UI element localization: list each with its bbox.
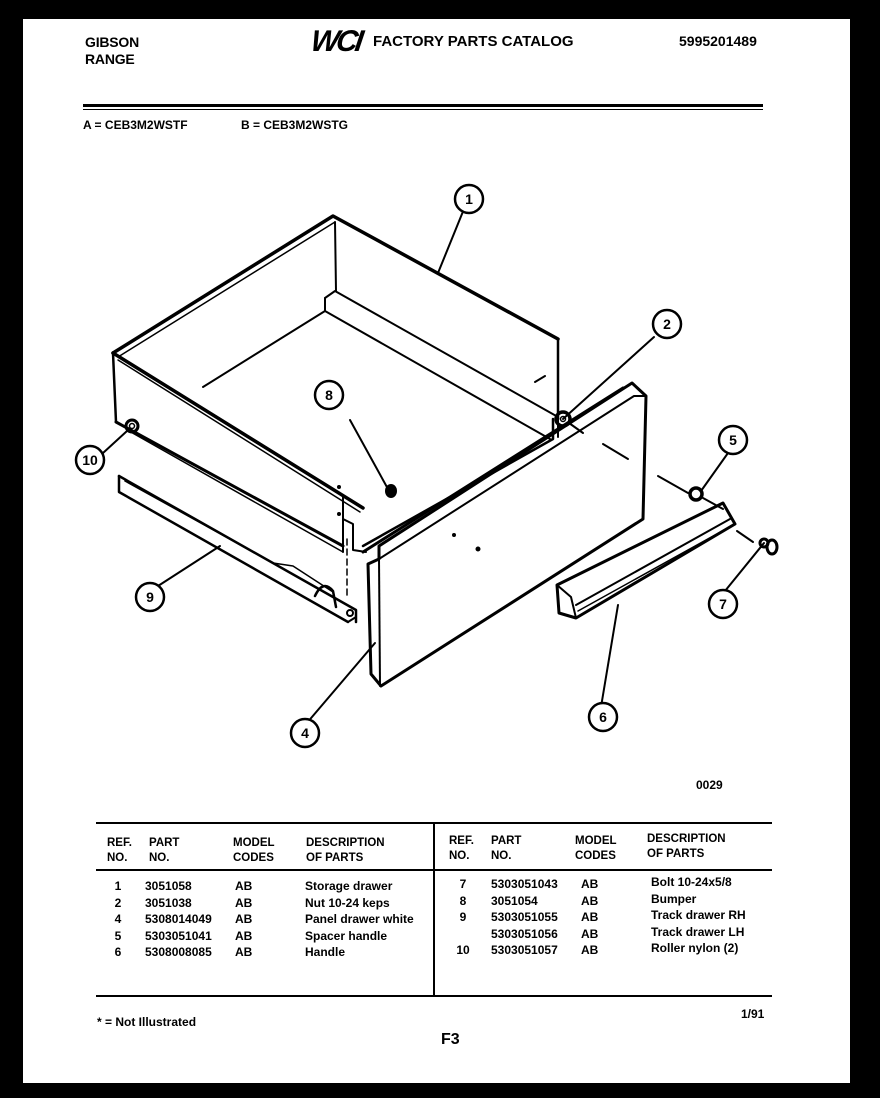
table-divider: [433, 822, 435, 995]
col-part-left: 3051058 3051038 5308014049 5303051041 5308008085: [145, 879, 212, 959]
col-description-left: Storage drawer Nut 10-24 keps Panel drawer white Spacer handle Handle: [305, 879, 414, 959]
col-part-right: 5303051043 3051054 5303051055 5303051056 5303051057: [491, 877, 558, 957]
brand-line-1: GIBSON: [85, 34, 140, 50]
figure-code: 0029: [696, 778, 723, 792]
catalog-number: 5995201489: [679, 33, 757, 49]
callout-1-label: 1: [465, 191, 473, 207]
callout-5-label: 5: [729, 432, 737, 448]
callout-7-label: 7: [719, 596, 727, 612]
col-ref-left: 1 2 4 5 6: [114, 879, 122, 959]
col-description-right: Bolt 10-24x5/8 Bumper Track drawer RH Track drawer LH Roller nylon (2): [651, 875, 746, 955]
catalog-page: [23, 19, 850, 1083]
brand-line-2: RANGE: [85, 51, 135, 67]
header-ref-no-right: REF. NO.: [449, 835, 474, 862]
catalog-title: FACTORY PARTS CATALOG: [373, 33, 574, 50]
wci-logo: WCI: [308, 25, 363, 58]
header-ref-no: REF. NO.: [107, 837, 132, 864]
callout-8-label: 8: [325, 387, 333, 403]
header-model-codes-right: MODEL CODES: [575, 835, 617, 862]
callout-9-label: 9: [146, 589, 154, 605]
col-codes-right: AB AB AB AB AB: [581, 877, 599, 957]
header-part-no-right: PART NO.: [491, 835, 522, 862]
header-description: DESCRIPTION OF PARTS: [306, 837, 385, 864]
panel-drawer-drawing: [363, 383, 646, 686]
header-description-right: DESCRIPTION OF PARTS: [647, 833, 726, 860]
header-part-no: PART NO.: [149, 837, 180, 864]
model-b-label: B = CEB3M2WSTG: [241, 118, 349, 132]
model-a-label: A = CEB3M2WSTF: [83, 118, 188, 132]
callout-6-label: 6: [599, 709, 607, 725]
table-bottom-rule: [96, 995, 772, 997]
callout-4-label: 4: [301, 725, 309, 741]
nut-drawing: [556, 412, 688, 493]
exploded-parts-diagram: [23, 19, 850, 799]
page-identifier: F3: [441, 1031, 460, 1048]
callout-10-label: 10: [82, 452, 98, 468]
col-codes-left: AB AB AB AB AB: [235, 879, 253, 959]
callout-2-label: 2: [663, 316, 671, 332]
revision-date: 1/91: [741, 1007, 765, 1021]
header-model-codes: MODEL CODES: [233, 837, 275, 864]
col-ref-right: 7 8 9 10: [456, 877, 470, 957]
not-illustrated-note: * = Not Illustrated: [97, 1015, 197, 1029]
